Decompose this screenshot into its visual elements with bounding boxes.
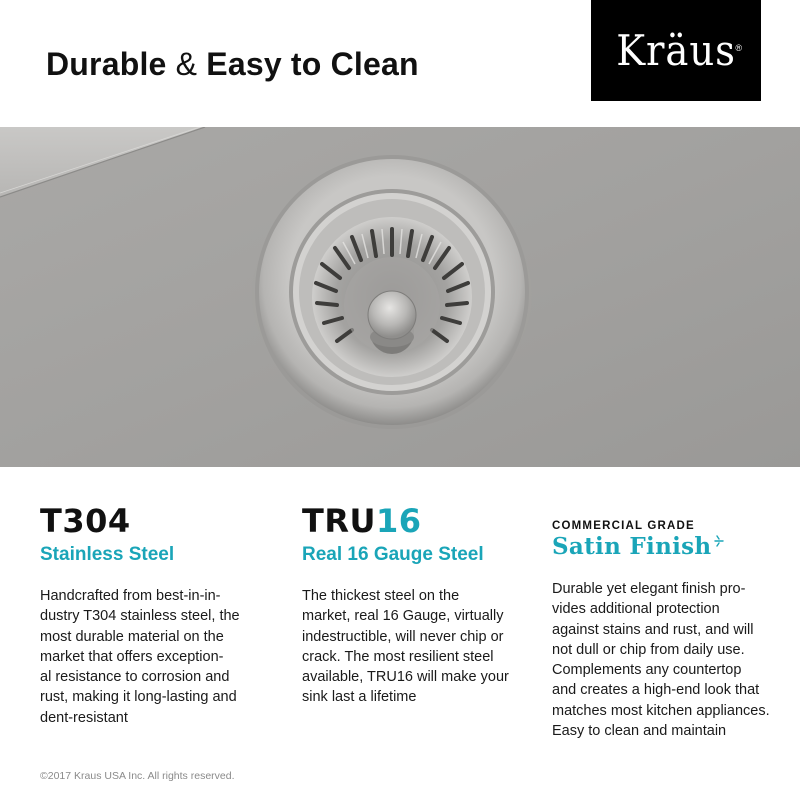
page-title	[46, 46, 419, 83]
feature-title	[40, 500, 260, 542]
headline-ampersand: &	[175, 46, 198, 82]
feature-description: Durable yet elegant finish pro- vides additional protection against stains and rust, and will not dull or chip from daily use. Complements any countertop and creates a high-end look that matches most kitchen appliances. Easy to clean and maintain	[552, 581, 770, 740]
feature-description: Handcrafted from best-in-in- dustry T304 stainless steel, the most durable material on the market that offers exception- al resistance to corrosion and rust, making it long-lasting and dent-resistant	[40, 588, 240, 726]
feature-subtitle	[552, 533, 711, 563]
registered-mark: ®	[735, 43, 742, 53]
feature-subtitle: Real 16 Gauge Steel	[302, 544, 484, 565]
feature-title-accent: 16	[375, 502, 422, 540]
feature-title-main: T304	[40, 502, 131, 540]
sparkle-icon	[713, 535, 725, 547]
logo-text: Kräus	[616, 26, 736, 75]
grade-label: COMMERCIAL GRADE	[552, 520, 695, 532]
brand-logo	[591, 0, 761, 101]
feature-title	[302, 500, 522, 542]
copyright-notice: ©2017 Kraus USA Inc. All rights reserved.	[40, 770, 235, 782]
headline-part1: Durable	[46, 46, 167, 82]
feature-tru16	[302, 500, 522, 708]
feature-t304	[40, 500, 260, 728]
feature-subtitle: Stainless Steel	[40, 544, 175, 565]
sink-drain-photo	[0, 127, 800, 467]
feature-satin-finish	[552, 500, 782, 741]
feature-description: The thickest steel on the market, real 16 Gauge, virtually indestructible, will never chip or crack. The most resilient steel available, TRU16 will make your sink last a lifetime	[302, 588, 509, 706]
feature-title-main: TRU	[302, 502, 376, 540]
satin-finish-text: Satin Finish	[552, 533, 712, 560]
headline-part2: Easy to Clean	[206, 46, 419, 82]
header	[0, 0, 800, 127]
sink-drain-strainer-icon	[0, 127, 800, 467]
